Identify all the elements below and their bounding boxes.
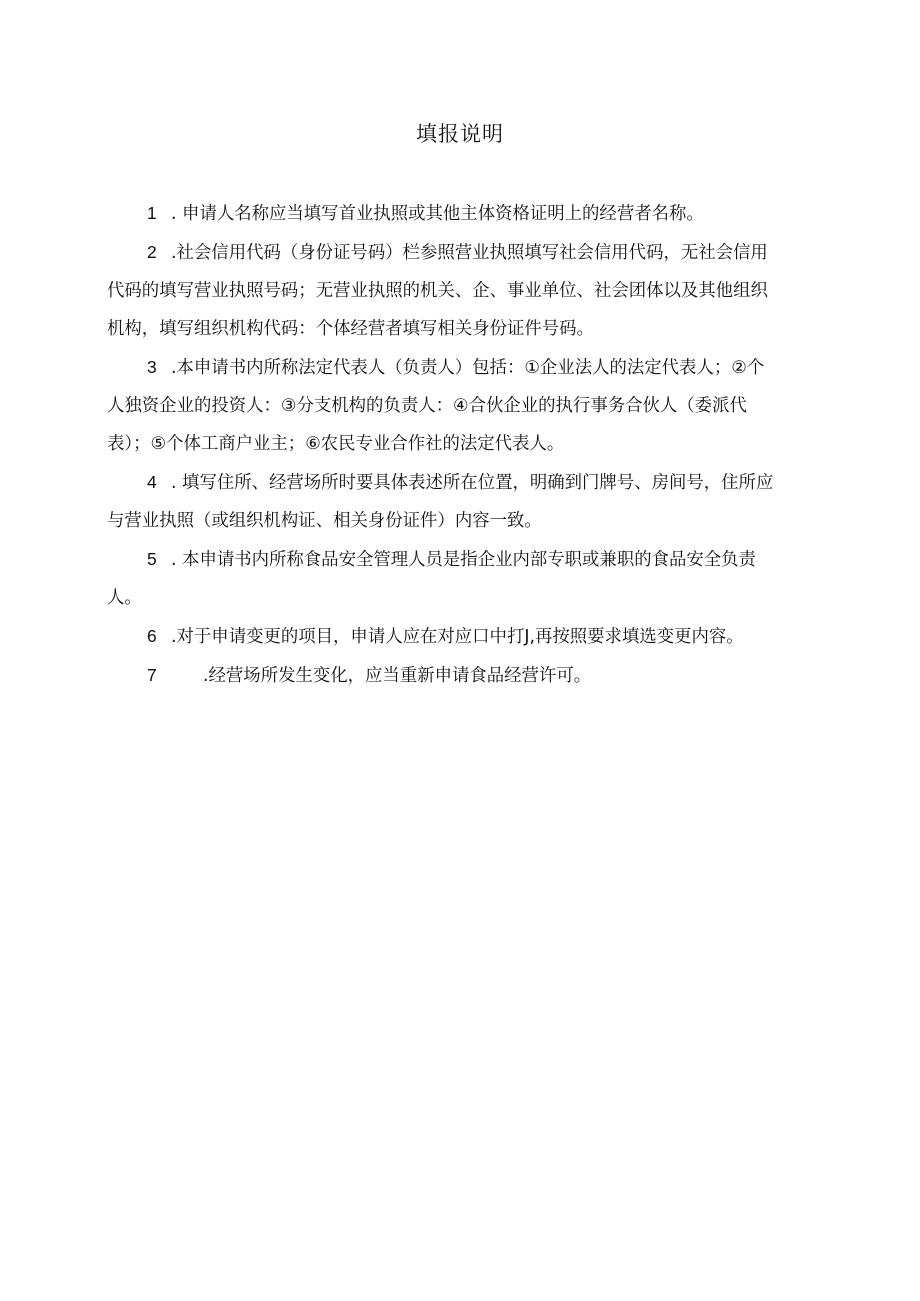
item-text-line: .经营场所发生变化，应当重新申请食品经营许可。 (203, 666, 592, 686)
item-number: 1 (147, 203, 157, 223)
instruction-item-6 (107, 617, 869, 656)
item-text-line: 机构，填写组织机构代码：个体经营者填写相关身份证件号码。 (107, 319, 594, 339)
item-number: 2 (147, 242, 157, 262)
item-number: 7 (147, 665, 157, 685)
instruction-item-7 (107, 656, 869, 695)
item-number: 5 (147, 549, 157, 569)
item-text-line: .社会信用代码（身份证号码）栏参照营业执照填写社会信用代码，无社会信用 (171, 243, 768, 263)
item-text-line: 人。 (107, 588, 142, 608)
item-text-line: 与营业执照（或组织机构证、相关身份证件）内容一致。 (107, 511, 542, 531)
instruction-item-4 (107, 463, 869, 540)
item-text-line: . 申请人名称应当填写首业执照或其他主体资格证明上的经营者名称。 (171, 204, 704, 224)
item-text-line: .本申请书内所称法定代表人（负责人）包括：①企业法人的法定代表人；②个 (171, 358, 765, 378)
item-text-line: . 本申请书内所称食品安全管理人员是指企业内部专职或兼职的食品安全负责 (171, 550, 756, 570)
document-title: 填报说明 (416, 122, 504, 146)
item-number: 3 (147, 357, 157, 377)
item-text-line: 代码的填写营业执照号码；无营业执照的机关、企、事业单位、社会团体以及其他组织 (107, 281, 768, 301)
item-text-line: . 填写住所、经营场所时要具体表述所在位置，明确到门牌号、房间号，住所应 (171, 473, 774, 493)
instruction-item-3 (107, 348, 869, 463)
item-text-line: 人独资企业的投资人：③分支机构的负责人：④合伙企业的执行事务合伙人（委派代 (107, 396, 747, 416)
instruction-item-5 (107, 540, 869, 617)
instruction-item-1 (107, 194, 869, 233)
item-text-line: 表）；⑤个体工商户业主；⑥农民专业合作社的法定代表人。 (107, 434, 565, 454)
instruction-list (107, 194, 869, 695)
item-text-line: .对于申请变更的项目，申请人应在对应口中打J,再按照要求填选变更内容。 (171, 627, 744, 647)
instruction-item-2 (107, 233, 869, 348)
item-number: 4 (147, 472, 157, 492)
item-number: 6 (147, 626, 157, 646)
